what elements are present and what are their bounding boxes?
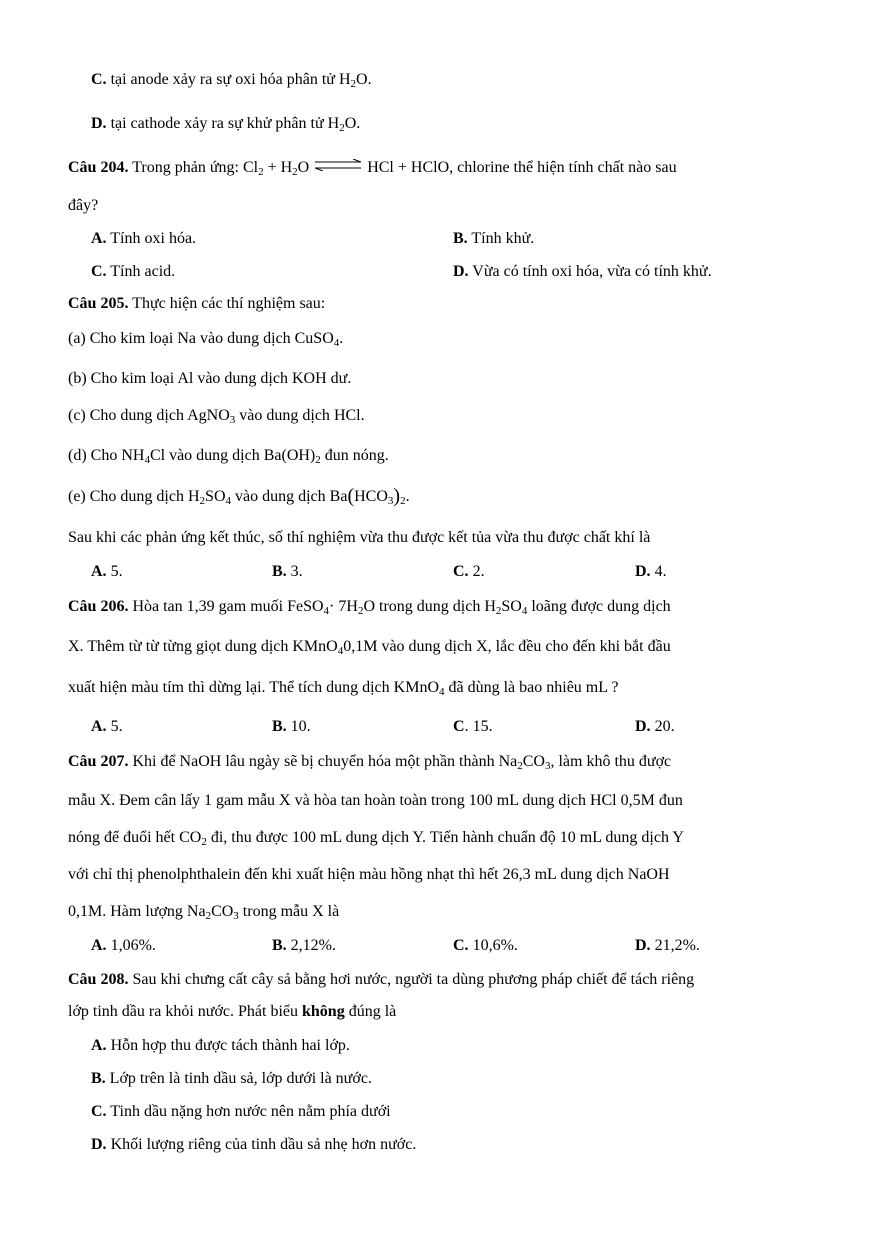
question-207-line1: Câu 207. Khi để NaOH lâu ngày sẽ bị chuyển hóa một phần thành $Na_2CO_3$, làm khô thu được (68, 753, 672, 772)
option-d-203: D. tại cathode xảy ra sự khử phân tử $H_2O$. (91, 115, 361, 134)
experiment-e: (e) Cho dung dịch $H_2SO_4$ vào dung dịch $Ba(HCO_3)_2$. (68, 485, 410, 507)
option-d-204: D. Vừa có tính oxi hóa, vừa có tính khử. (453, 263, 712, 280)
option-b-207: B. 2,12%. (272, 937, 336, 954)
option-c-206: C. 15. (453, 718, 493, 735)
option-d-205: D. 4. (635, 563, 667, 580)
option-b-204: B. Tính khử. (453, 230, 535, 247)
question-208-line2: lớp tinh dầu ra khỏi nước. Phát biểu không đúng là (68, 1003, 397, 1020)
option-d-206: D. 20. (635, 718, 675, 735)
question-206-line2: X. Thêm từ từ từng giọt dung dịch KMnO$_4$0,1M vào dung dịch X, lắc đều cho đến khi bắt đầu (68, 638, 671, 657)
question-206-line3: xuất hiện màu tím thì dừng lại. Thể tích dung dịch KMnO$_4$ đã dùng là bao nhiêu mL ? (68, 679, 619, 698)
option-d-208: D. Khối lượng riêng của tinh dầu sả nhẹ hơn nước. (91, 1136, 417, 1153)
option-c-208: C. Tinh dầu nặng hơn nước nên nằm phía dưới (91, 1103, 391, 1120)
question-205-prompt: Sau khi các phản ứng kết thúc, số thí nghiệm vừa thu được kết tủa vừa thu được chất khí là (68, 529, 651, 546)
equilibrium-arrow-icon (315, 159, 361, 171)
experiment-a: (a) Cho kim loại Na vào dung dịch CuSO$_4$. (68, 330, 344, 349)
option-b-208: B. Lớp trên là tinh dầu sả, lớp dưới là nước. (91, 1070, 372, 1087)
option-c-204: C. Tính acid. (91, 263, 176, 280)
question-207-line2: mẫu X. Đem cân lấy 1 gam mẫu X và hòa tan hoàn toàn trong 100 mL dung dịch HCl 0,5M đun (68, 792, 683, 809)
question-206-line1: Câu 206. Hòa tan 1,39 gam muối FeSO$_4$· $7H_2O$ trong dung dịch $H_2SO_4$ loãng được dung dịch (68, 598, 671, 617)
question-204-stem: Câu 204. Trong phản ứng: $Cl_2 + H_2O$ HCl + HClO, chlorine thể hiện tính chất nào sau (68, 159, 677, 178)
experiment-b: (b) Cho kim loại Al vào dung dịch KOH dư. (68, 370, 352, 387)
question-205-stem: Câu 205. Thực hiện các thí nghiệm sau: (68, 295, 326, 312)
question-207-line5: 0,1M. Hàm lượng $Na_2CO_3$ trong mẫu X là (68, 903, 340, 922)
option-a-207: A. 1,06%. (91, 937, 156, 954)
option-c-207: C. 10,6%. (453, 937, 518, 954)
option-a-208: A. Hỗn hợp thu được tách thành hai lớp. (91, 1037, 350, 1054)
experiment-d: (d) Cho $NH_4Cl$ vào dung dịch $Ba(OH)_2$ đun nóng. (68, 447, 389, 466)
option-b-205: B. 3. (272, 563, 303, 580)
option-a-205: A. 5. (91, 563, 123, 580)
option-a-204: A. Tính oxi hóa. (91, 230, 197, 247)
question-207-line3: nóng để đuổi hết $CO_2$ đi, thu được 100 mL dung dịch Y. Tiến hành chuẩn độ 10 mL dung dịch Y (68, 829, 684, 848)
option-b-206: B. 10. (272, 718, 311, 735)
option-c-205: C. 2. (453, 563, 485, 580)
option-a-206: A. 5. (91, 718, 123, 735)
option-c-203: C. tại anode xảy ra sự oxi hóa phân tử $H_2O$. (91, 71, 372, 90)
experiment-c: (c) Cho dung dịch AgNO$_3$ vào dung dịch HCl. (68, 407, 365, 426)
question-207-line4: với chỉ thị phenolphthalein đến khi xuất hiện màu hồng nhạt thì hết 26,3 mL dung dịch NaOH (68, 866, 670, 883)
question-204-stem-cont: đây? (68, 197, 99, 214)
option-d-207: D. 21,2%. (635, 937, 700, 954)
question-208-line1: Câu 208. Sau khi chưng cất cây sả bằng hơi nước, người ta dùng phương pháp chiết để tách riêng (68, 971, 695, 988)
